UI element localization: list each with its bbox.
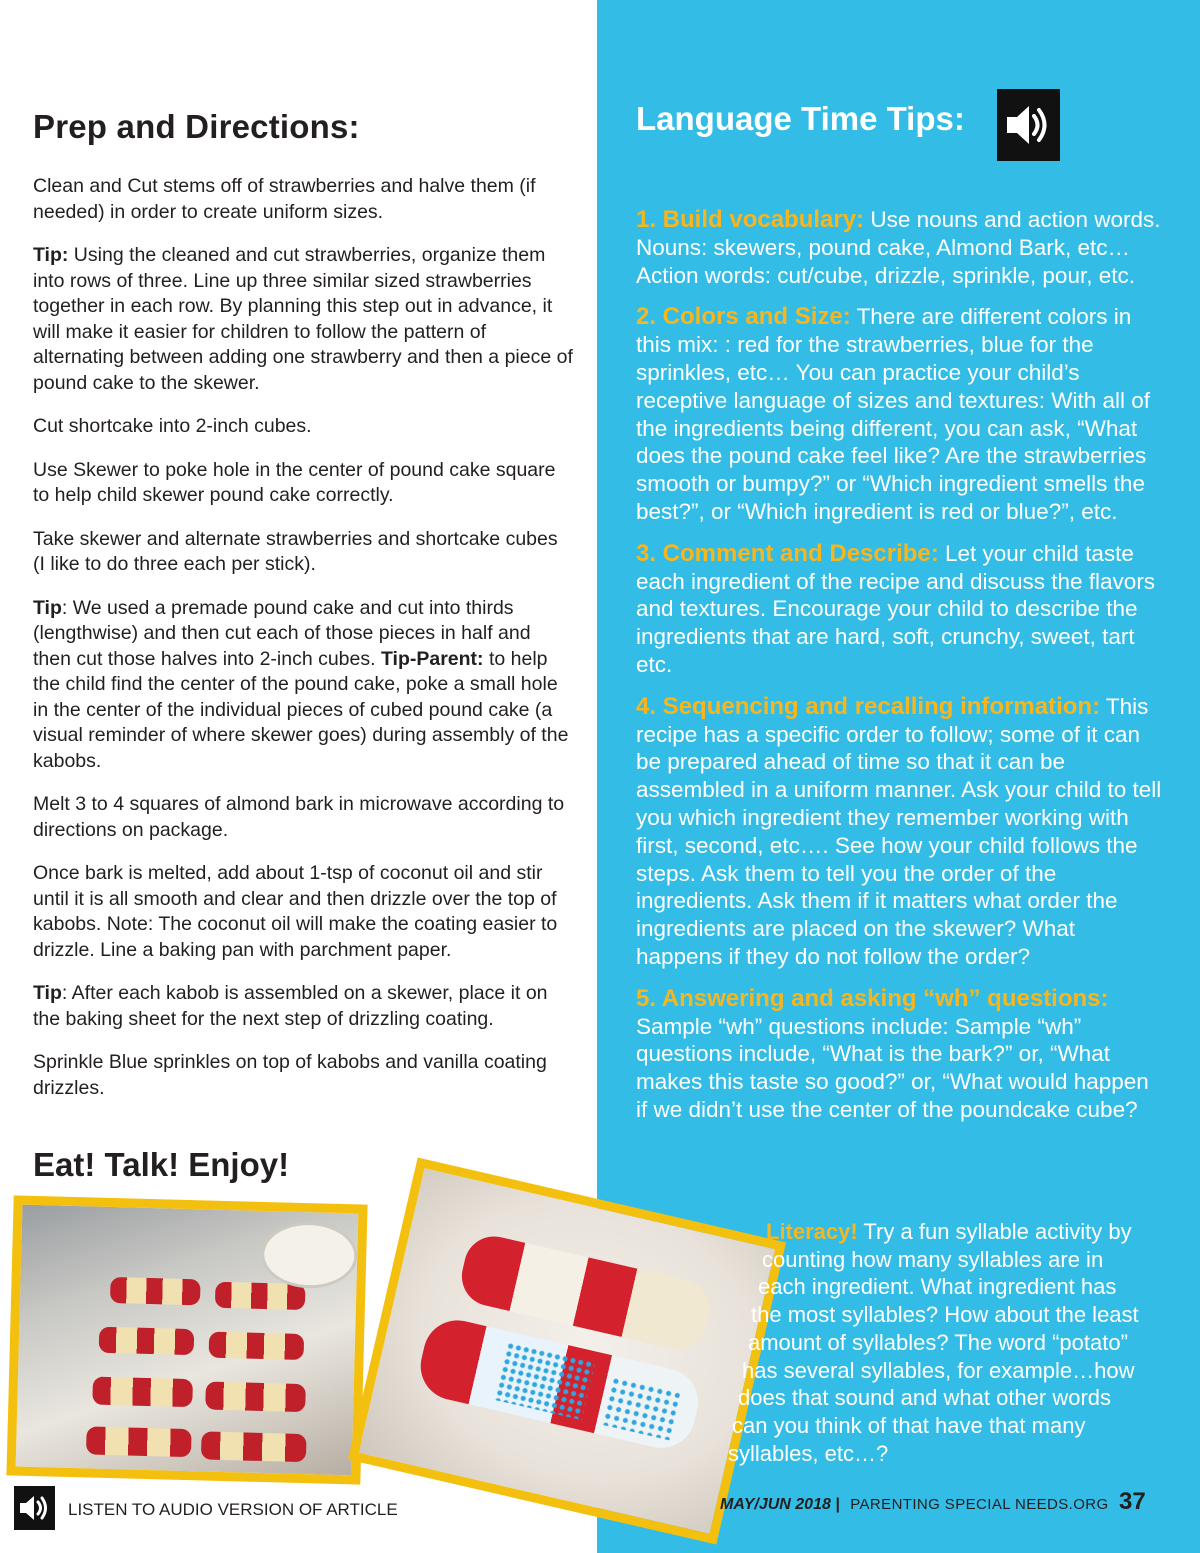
tip-text: Using the cleaned and cut strawberries, organize them into rows of three. Line up three similar sized strawberries together in each row. By planning this step out in advance, it will make it easier for children to follow the pattern of alternating between adding one strawberry and then a piece of pound cake to the skewer. — [33, 244, 573, 394]
tip-colors-size-text: There are different colors in this mix: : red for the strawberries, blue for the sprinkles, etc… You can practice your child’s receptive language of sizes and textures: With all of the ingredients being different, you can ask, “What does the pound cake feel like? Are the strawberries smooth or bumpy?” or “Which ingredient smells the best?”, or “Which ingredient is red or blue?”, etc. — [636, 304, 1151, 524]
literacy-line: counting how many syllables are in — [762, 1246, 1104, 1272]
step-paragraph: Sprinkle Blue sprinkles on top of kabobs and vanilla coating drizzles. — [33, 1051, 547, 1099]
tip-vocabulary — [636, 206, 1166, 289]
literacy-line: amount of syllables? The word “potato” — [748, 1329, 1128, 1355]
tip-colors-size — [636, 303, 1166, 525]
directions-column — [33, 108, 573, 1119]
site-name: PARENTING SPECIAL NEEDS.ORG — [850, 1496, 1109, 1513]
tip-paragraph — [33, 596, 573, 775]
tip-comment-describe — [636, 540, 1166, 679]
tips-column — [636, 100, 1166, 1138]
tips-heading-row — [636, 100, 1166, 155]
tip-colors-size-label: 2. Colors and Size: — [636, 303, 851, 331]
directions-heading: Prep and Directions: — [33, 108, 360, 145]
eat-talk-enjoy-heading: Eat! Talk! Enjoy! — [33, 1146, 290, 1183]
tip-label: Tip: — [33, 244, 69, 266]
tip-text: : We used a premade pound cake and cut into thirds (lengthwise) and then cut each of those pieces in half and then cut those halves into 2-inch cubes. — [33, 596, 531, 670]
tip-label: Tip — [33, 596, 62, 619]
tip-wh-questions — [636, 985, 1166, 1124]
step-paragraph: Melt 3 to 4 squares of almond bark in microwave according to directions on package. — [33, 793, 565, 841]
issue-date: MAY/JUN 2018 | — [720, 1496, 840, 1513]
step-paragraph: Once bark is melted, add about 1-tsp of coconut oil and stir until it is all smooth and clear and then drizzle over the top of kabobs. Note: The coconut oil will make the coating easier to drizzle. Line a baking pan with parchment paper. — [33, 862, 558, 961]
speaker-icon[interactable] — [997, 89, 1060, 161]
literacy-label: Literacy! — [766, 1219, 858, 1244]
tip-sequencing — [636, 693, 1166, 971]
tip-paragraph — [33, 243, 573, 396]
tip-vocabulary-label: 1. Build vocabulary: — [636, 206, 865, 233]
literacy-line: has several syllables, for example…how — [742, 1357, 1135, 1383]
literacy-line: each ingredient. What ingredient has — [758, 1274, 1117, 1300]
tip-text: : After each kabob is assembled on a skewer, place it on the baking sheet for the next step of drizzling coating. — [33, 982, 548, 1030]
step-paragraph: Use Skewer to poke hole in the center of pound cake square to help child skewer pound cake correctly. — [33, 458, 556, 506]
tip-parent-text: to help the child find the center of the pound cake, poke a small hole in the center of the individual pieces of cubed pound cake (a visual reminder of where skewer goes) during assembly of the kabobs. — [33, 647, 569, 772]
step-paragraph: Cut shortcake into 2-inch cubes. — [33, 415, 312, 437]
tip-sequencing-text: This recipe has a specific order to follow; some of it can be prepared ahead of time so that it can be assembled in a uniform manner. Ask your child to tell you which ingredient they remember working with first, second, etc…. See how your child follows the steps. Ask them to tell you the order of the ingredients. Ask them if it matters what order the ingredients are placed on the skewer? What happens if they do not follow the order? — [636, 693, 1162, 969]
tip-label: Tip — [33, 982, 62, 1004]
speaker-icon[interactable] — [14, 1486, 55, 1530]
tips-heading: Language Time Tips: — [636, 100, 965, 137]
step-paragraph: Clean and Cut stems off of strawberries and halve them (if needed) in order to create uniform sizes. — [33, 175, 536, 223]
listen-audio-label[interactable]: LISTEN TO AUDIO VERSION OF ARTICLE — [68, 1500, 398, 1519]
literacy-text: Try a fun syllable activity by — [857, 1219, 1132, 1244]
tip-vocabulary-text: Use nouns and action words. Nouns: skewers, pound cake, Almond Bark, etc…Action words: cut/cube, drizzle, sprinkle, pour, etc. — [636, 207, 1161, 288]
tip-sequencing-label: 4. Sequencing and recalling information: — [636, 692, 1101, 720]
page-footer — [720, 1488, 1146, 1516]
tip-wh-questions-text: Sample “wh” questions include: Sample “wh” questions include, “What is the bark?” or, “What makes this taste so good?” or, “What would happen if we didn’t use the center of the poundcake cube? — [636, 1013, 1149, 1122]
literacy-line — [728, 1218, 1168, 1246]
tip-comment-describe-text: Let your child taste each ingredient of the recipe and discuss the flavors and textures. Encourage your child to describe the ingredients that are hard, soft, crunchy, sweet, tart etc. — [636, 540, 1156, 677]
step-paragraph: Take skewer and alternate strawberries and shortcake cubes (I like to do three each per stick). — [33, 527, 558, 575]
tip-comment-describe-label: 3. Comment and Describe: — [636, 539, 939, 567]
kabob-tray-photo — [6, 1195, 367, 1484]
tip-wh-questions-label: 5. Answering and asking “wh” questions: — [636, 984, 1109, 1012]
tip-parent-label: Tip-Parent: — [380, 647, 484, 670]
literacy-line: can you think of that have that many — [732, 1412, 1086, 1438]
literacy-line: the most syllables? How about the least — [751, 1302, 1139, 1328]
tip-paragraph — [33, 981, 573, 1032]
literacy-line: does that sound and what other words — [738, 1385, 1112, 1411]
literacy-line: syllables, etc…? — [728, 1440, 889, 1466]
literacy-tip — [728, 1218, 1168, 1467]
page-number: 37 — [1119, 1488, 1146, 1515]
